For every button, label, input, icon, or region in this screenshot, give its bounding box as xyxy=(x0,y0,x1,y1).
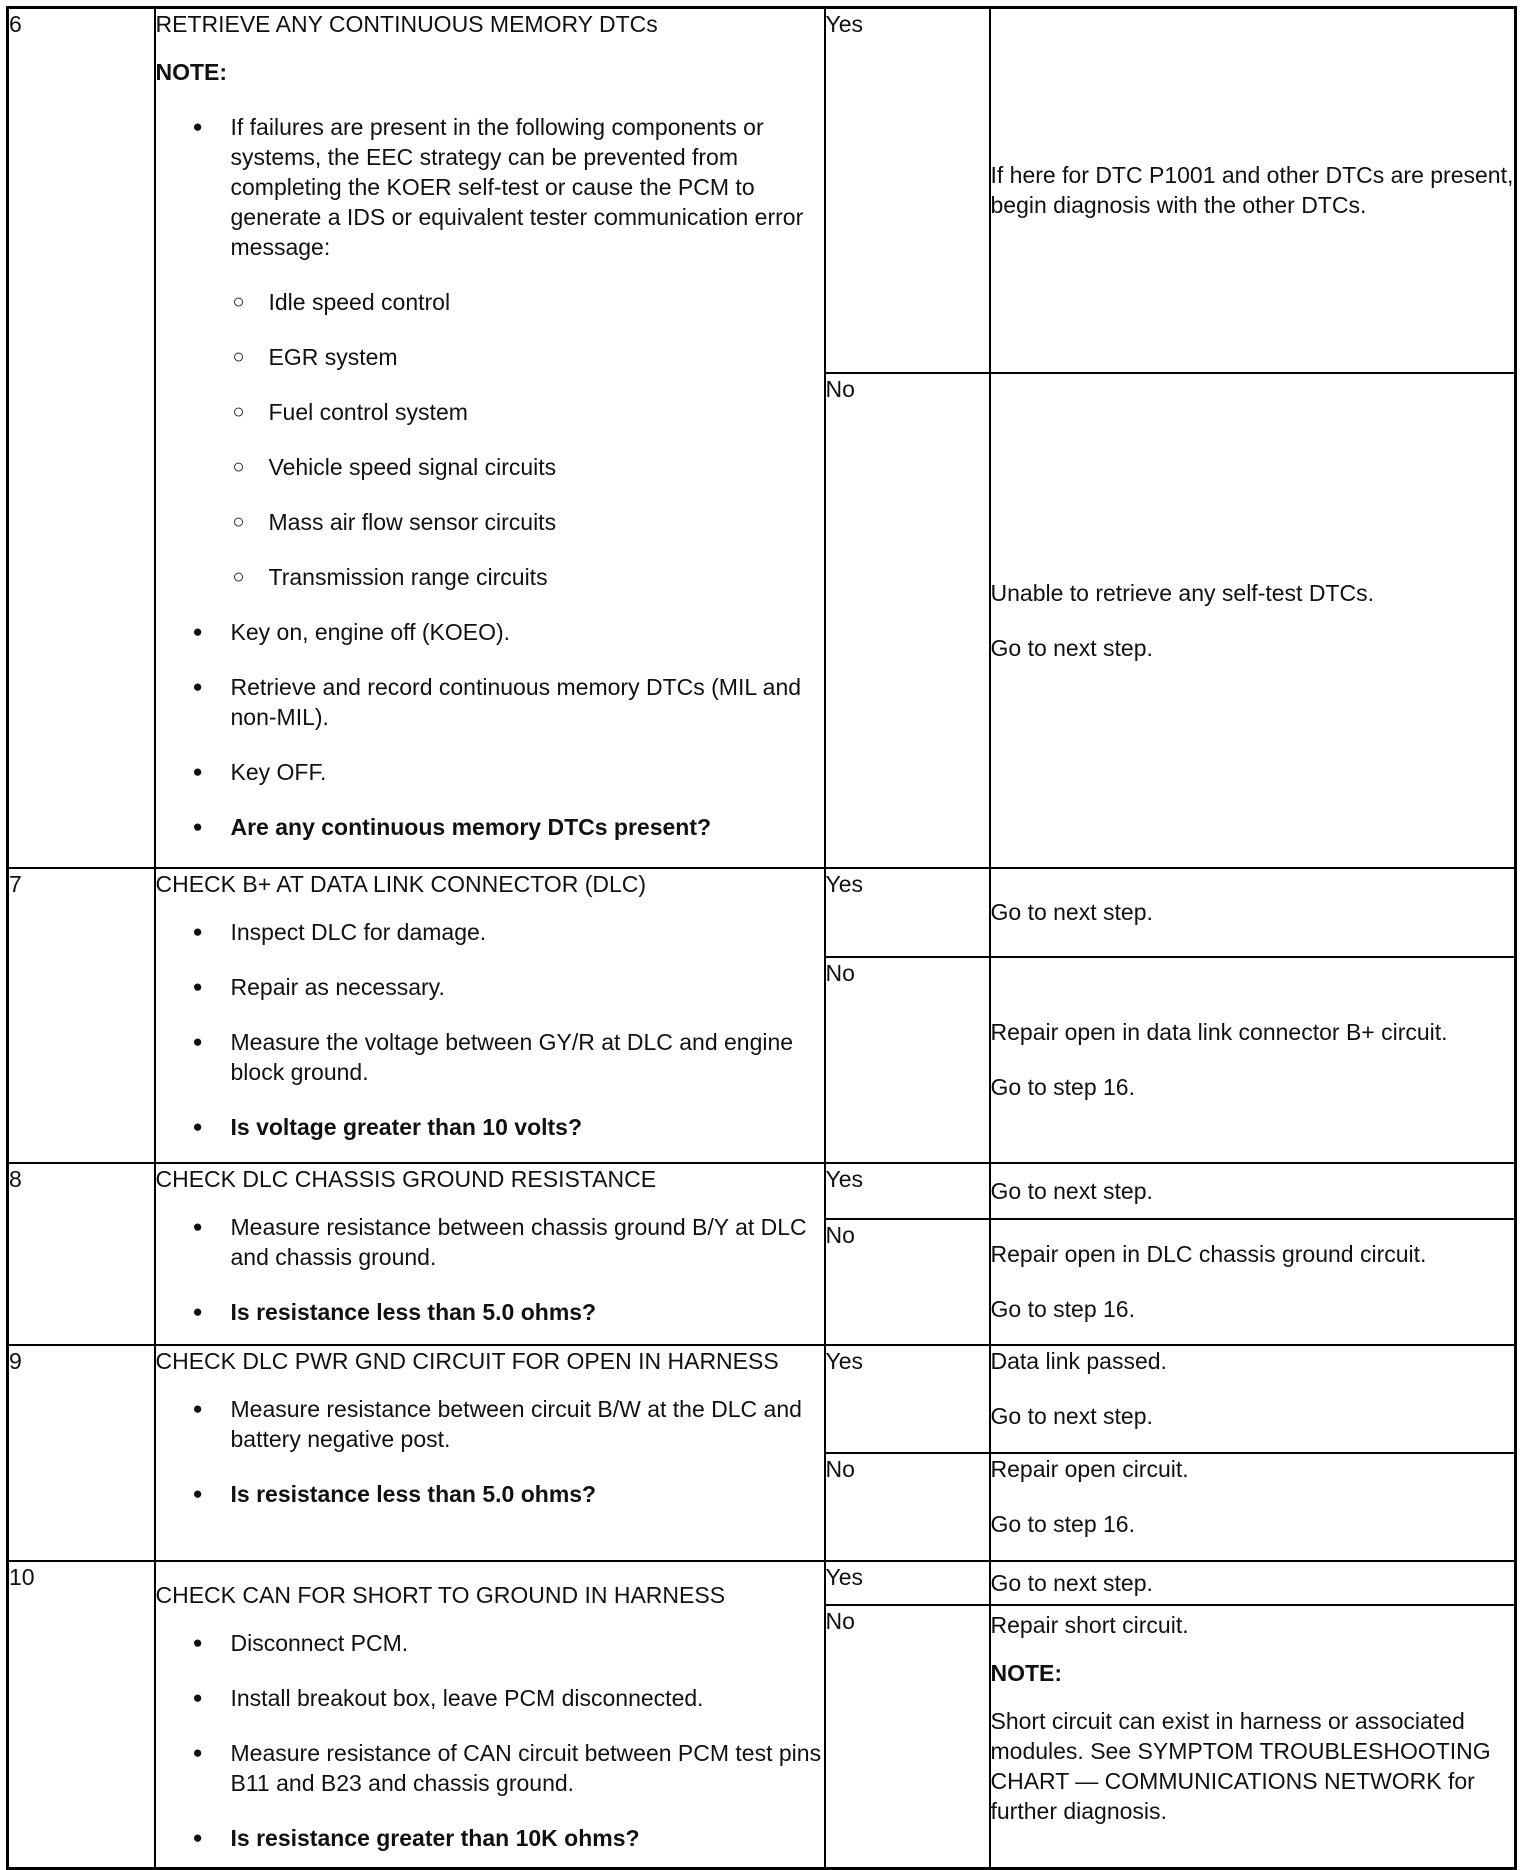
outcome-text: Go to next step. xyxy=(990,1402,1153,1429)
yes-label: Yes xyxy=(825,1345,990,1453)
step-action xyxy=(155,1561,825,1869)
no-outcome xyxy=(990,1605,1516,1869)
step-7-row-yes xyxy=(8,868,1516,957)
outcome-text: Go to step 16. xyxy=(990,1510,1135,1537)
no-label: No xyxy=(825,1605,990,1869)
list-item: ● Retrieve and record continuous memory DTCs (MIL and non-MIL). xyxy=(231,672,824,732)
yes-label: Yes xyxy=(825,8,990,373)
outcome-text: Repair open in DLC chassis ground circuit. xyxy=(990,1241,1427,1267)
step-number: 6 xyxy=(8,8,155,868)
question: ● Is resistance greater than 10K ohms? xyxy=(231,1823,824,1853)
sub-list-item: ○ EGR system xyxy=(269,342,824,372)
action-list xyxy=(156,917,824,1142)
list-item: ● Measure resistance between circuit B/W at the DLC and battery negative post. xyxy=(231,1394,824,1454)
list-item: ● Disconnect PCM. xyxy=(231,1628,824,1658)
action-list xyxy=(156,1394,824,1509)
list-item: ● Install breakout box, leave PCM disconnected. xyxy=(231,1683,824,1713)
yes-outcome: Go to next step. xyxy=(990,1163,1516,1219)
action-list xyxy=(156,112,824,842)
note-label: NOTE: xyxy=(990,1659,1063,1686)
diagnostic-table xyxy=(6,6,1517,1870)
outcome-text: Go to step 16. xyxy=(990,1074,1135,1100)
sub-list-item: ○ Transmission range circuits xyxy=(269,562,824,592)
outcome-text: Go to next step. xyxy=(990,634,1153,661)
step-6-row-yes xyxy=(8,8,1516,373)
step-8-row-yes xyxy=(8,1163,1516,1219)
list-item: ● Key OFF. xyxy=(231,757,824,787)
step-title: RETRIEVE ANY CONTINUOUS MEMORY DTCs xyxy=(155,11,658,37)
step-title: CHECK CAN FOR SHORT TO GROUND IN HARNESS xyxy=(155,1581,726,1608)
step-title: CHECK DLC CHASSIS GROUND RESISTANCE xyxy=(155,1165,657,1192)
step-action xyxy=(155,1163,825,1345)
no-label: No xyxy=(825,1219,990,1345)
sub-list-item: ○ Fuel control system xyxy=(269,397,824,427)
no-outcome xyxy=(990,1453,1516,1561)
yes-label: Yes xyxy=(825,1561,990,1605)
outcome-text: Go to step 16. xyxy=(990,1296,1135,1322)
outcome-text: Short circuit can exist in harness or associated modules. See SYMPTOM TROUBLESHOOTING CHART — COMMUNICATIONS NETWORK for further diagnosis. xyxy=(990,1707,1491,1824)
list-item: ● Key on, engine off (KOEO). xyxy=(231,617,824,647)
yes-label: Yes xyxy=(825,1163,990,1219)
step-9-row-yes xyxy=(8,1345,1516,1453)
step-number: 8 xyxy=(8,1163,155,1345)
yes-outcome: Go to next step. xyxy=(990,1561,1516,1605)
sub-list-item: ○ Vehicle speed signal circuits xyxy=(269,452,824,482)
question: ● Are any continuous memory DTCs present? xyxy=(231,812,824,842)
list-item: ● Repair as necessary. xyxy=(231,972,824,1002)
outcome-text: Repair short circuit. xyxy=(990,1611,1189,1638)
step-number: 10 xyxy=(8,1561,155,1869)
no-label: No xyxy=(825,1453,990,1561)
yes-outcome: If here for DTC P1001 and other DTCs are present, begin diagnosis with the other DTCs. xyxy=(990,8,1516,373)
step-action xyxy=(155,1345,825,1561)
list-item: ● Measure resistance of CAN circuit between PCM test pins B11 and B23 and chassis ground. xyxy=(231,1738,824,1798)
step-title: CHECK B+ AT DATA LINK CONNECTOR (DLC) xyxy=(155,870,647,897)
no-outcome xyxy=(990,1219,1516,1345)
note-text: If failures are present in the following components or systems, the EEC strategy can be prevented from completing the KOER self-test or cause the PCM to generate a IDS or equivalent tester communication error message: xyxy=(230,114,804,260)
question: ● Is voltage greater than 10 volts? xyxy=(231,1112,824,1142)
list-item: ● Measure the voltage between GY/R at DLC and engine block ground. xyxy=(231,1027,824,1087)
no-label: No xyxy=(825,373,990,868)
sub-list xyxy=(194,287,824,592)
sub-list-item: ○ Idle speed control xyxy=(269,287,824,317)
sub-list-item: ○ Mass air flow sensor circuits xyxy=(269,507,824,537)
yes-outcome: Go to next step. xyxy=(990,868,1516,957)
action-list xyxy=(156,1628,824,1853)
yes-outcome xyxy=(990,1345,1516,1453)
list-item: ● Measure resistance between chassis ground B/Y at DLC and chassis ground. xyxy=(231,1212,824,1272)
list-item: ● Inspect DLC for damage. xyxy=(231,917,824,947)
no-label: No xyxy=(825,957,990,1163)
note-label: NOTE: xyxy=(155,59,228,85)
outcome-text: Data link passed. xyxy=(990,1347,1167,1374)
no-outcome xyxy=(990,373,1516,868)
step-action xyxy=(155,868,825,1163)
step-number: 9 xyxy=(8,1345,155,1561)
step-action xyxy=(155,8,825,868)
yes-label: Yes xyxy=(825,868,990,957)
step-title: CHECK DLC PWR GND CIRCUIT FOR OPEN IN HARNESS xyxy=(155,1347,779,1374)
outcome-text: Repair open circuit. xyxy=(990,1455,1189,1482)
outcome-text: Repair open in data link connector B+ circuit. xyxy=(990,1019,1448,1045)
action-list xyxy=(156,1212,824,1327)
question: ● Is resistance less than 5.0 ohms? xyxy=(231,1479,824,1509)
question: ● Is resistance less than 5.0 ohms? xyxy=(231,1297,824,1327)
step-number: 7 xyxy=(8,868,155,1163)
step-10-row-yes xyxy=(8,1561,1516,1605)
list-item xyxy=(231,112,824,592)
no-outcome xyxy=(990,957,1516,1163)
outcome-text: Unable to retrieve any self-test DTCs. xyxy=(990,579,1374,606)
